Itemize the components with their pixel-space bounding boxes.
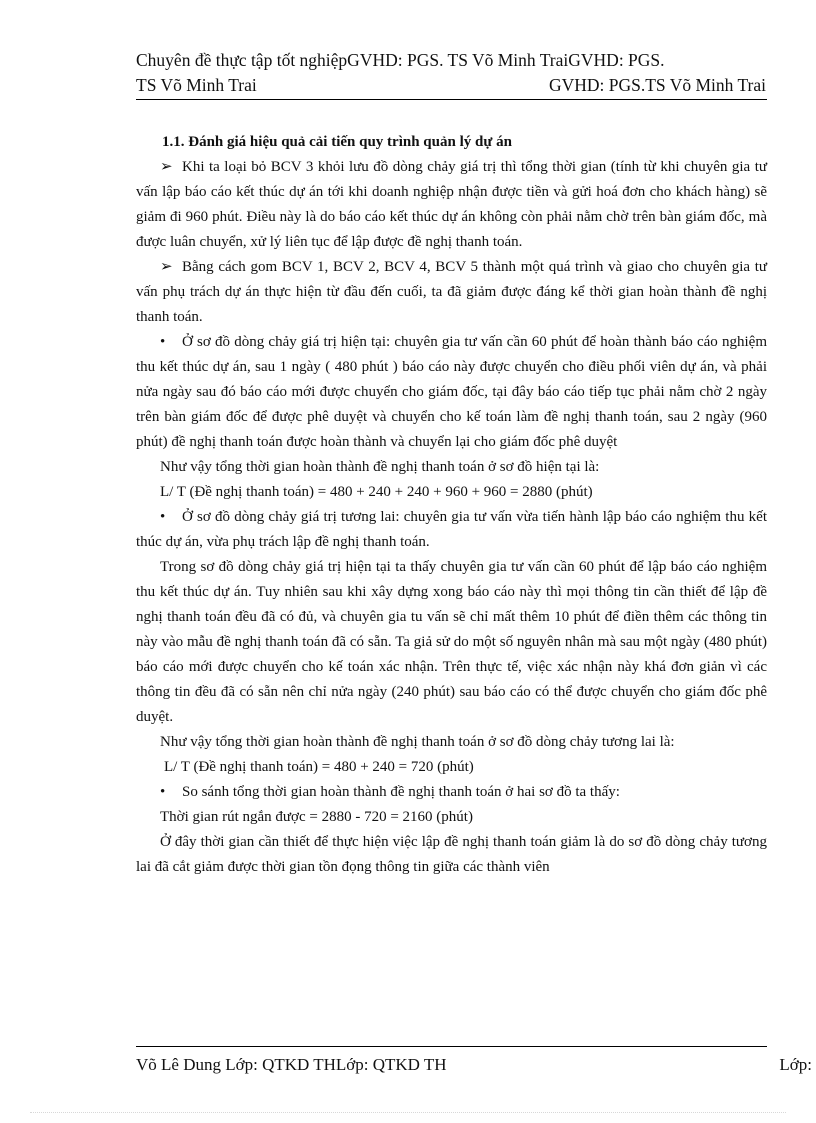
paragraph-text: Khi ta loại bỏ BCV 3 khỏi lưu đồ dòng chảy giá trị thì tổng thời gian (tính từ khi chuyên gia tư vấn lập báo cáo kết thúc dự án tới khi doanh nghiệp nhận được tiền và gửi hoá đơn cho khách hàng) sẽ giảm đi 960 phút. Điều này là do báo cáo kết thúc dự án không còn phải nằm chờ trên bàn giám đốc, mà được luân chuyển, xử lý liên tục để lập được đề nghị thanh toán. xyxy=(136,159,767,250)
paragraph-conclusion: Ở đây thời gian cần thiết để thực hiện việc lập đề nghị thanh toán giảm là do sơ đồ dòng chảy tương lai đã cắt giảm được thời gian tồn đọng thông tin giữa các thành viên xyxy=(136,834,767,875)
section-heading: 1.1. Đánh giá hiệu quả cải tiến quy trình quản lý dự án xyxy=(162,134,512,150)
paragraph-total-future: Như vậy tổng thời gian hoàn thành đề nghị thanh toán ở sơ đồ dòng chảy tương lai là: xyxy=(160,734,675,750)
paragraph-text: Bằng cách gom BCV 1, BCV 2, BCV 4, BCV 5 thành một quá trình và giao cho chuyên gia tư vấn phụ trách dự án thực hiện từ đầu đến cuối, ta đã giảm được đáng kể thời gian hoàn thành đề nghị thanh toán. xyxy=(136,259,767,325)
header-line-1 xyxy=(136,48,766,73)
arrow-paragraph-1 xyxy=(136,155,767,255)
page-footer xyxy=(136,1054,812,1076)
footer-class: Lớp: xyxy=(779,1055,812,1074)
paragraph-text: So sánh tổng thời gian hoàn thành đề nghị thanh toán ở hai sơ đồ ta thấy: xyxy=(182,784,620,800)
arrow-paragraph-2 xyxy=(136,255,767,330)
paragraph-analysis: Trong sơ đồ dòng chảy giá trị hiện tại ta thấy chuyên gia tư vấn cần 60 phút để lập báo cáo nghiệm thu kết thúc dự án. Tuy nhiên sau khi xây dựng xong báo cáo này thì mọi thông tin cần thiết để lập đề nghị thanh toán đều đã có đủ, và chuyên gia tu vấn sẽ chỉ mất thêm 10 phút để điền thêm các thông tin này vào mẫu đề nghị thanh toán đã có sẵn. Ta giả sử do một số nguyên nhân mà sau một ngày (480 phút) báo cáo mới được chuyển cho kế toán xác nhận. Trên thực tế, việc xác nhận này khá đơn giản vì các thông tin đều đã có sẵn nên chỉ nửa ngày (240 phút) sau báo cáo có thể được chuyển cho giám đốc phê duyệt. xyxy=(136,559,767,725)
header-supervisor: GVHD: PGS.TS Võ Minh Trai xyxy=(548,75,766,95)
formula-saved-time: Thời gian rút ngắn được = 2880 - 720 = 2160 (phút) xyxy=(160,809,473,825)
footer-divider xyxy=(136,1046,767,1047)
footer-author: Võ Lê Dung Lớp: QTKD THLớp: QTKD TH xyxy=(136,1055,447,1074)
formula-future: L/ T (Đề nghị thanh toán) = 480 + 240 = 720 (phút) xyxy=(164,759,474,775)
bullet-icon: • xyxy=(160,334,166,350)
paragraph-text: Ở sơ đồ dòng chảy giá trị tương lai: chuyên gia tư vấn vừa tiến hành lập báo cáo nghiệm thu kết thúc dự án, vừa phụ trách lập đề nghị thanh toán. xyxy=(136,509,767,550)
header-divider xyxy=(136,99,767,100)
arrow-bullet-icon: ➢ xyxy=(160,159,173,175)
document-body xyxy=(136,130,767,880)
formula-current: L/ T (Đề nghị thanh toán) = 480 + 240 + 240 + 960 + 960 = 2880 (phút) xyxy=(160,484,593,500)
bullet-icon: • xyxy=(160,509,166,525)
page-header xyxy=(136,48,766,98)
arrow-bullet-icon: ➢ xyxy=(160,259,173,275)
header-line-2 xyxy=(136,73,766,98)
header-supervisor-cont: TS Võ Minh Trai xyxy=(136,75,257,95)
bullet-paragraph-compare xyxy=(136,780,767,805)
header-title: Chuyên đề thực tập tốt nghiệpGVHD: PGS. TS Võ Minh TraiGVHD: PGS. xyxy=(136,50,665,70)
bullet-icon: • xyxy=(160,784,166,800)
bullet-paragraph-current-map xyxy=(136,330,767,455)
page-bottom-border xyxy=(30,1112,786,1113)
bullet-paragraph-future-map xyxy=(136,505,767,555)
paragraph-text: Ở sơ đồ dòng chảy giá trị hiện tại: chuyên gia tư vấn cần 60 phút để hoàn thành báo cáo nghiệm thu kết thúc dự án, sau 1 ngày ( 480 phút ) báo cáo này được chuyển cho điều phối viên dự án, và phải nửa ngày sau đó báo cáo mới được chuyển cho giám đốc, tại đây báo cáo tiếp tục phải nằm chờ 2 ngày trên bàn giám đốc để được phê duyệt và chuyển cho kế toán làm đề nghị thanh toán, sau 2 ngày (960 phút) đề nghị thanh toán được hoàn thành và chuyển lại cho giám đốc phê duyệt xyxy=(136,334,767,450)
paragraph-total-current: Như vậy tổng thời gian hoàn thành đề nghị thanh toán ở sơ đồ hiện tại là: xyxy=(160,459,600,475)
